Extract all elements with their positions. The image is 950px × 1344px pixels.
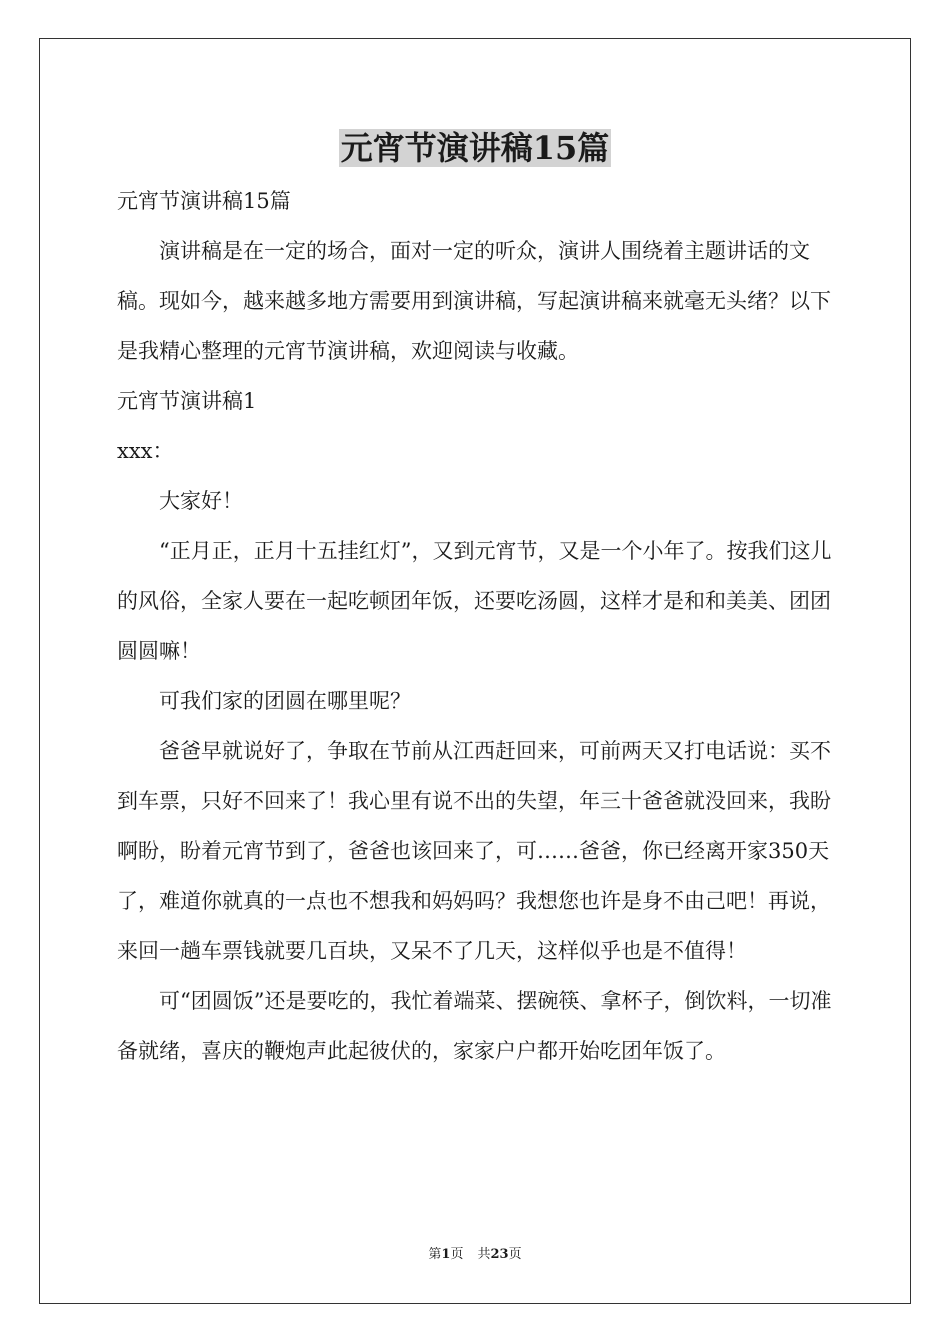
paragraph: “正月正，正月十五挂红灯”，又到元宵节，又是一个小年了。按我们这儿的风俗，全家人要在一起吃顿团年饭，还要吃汤圆，这样才是和和美美、团团圆圆嘛！ [117,539,832,663]
page-footer [0,1246,950,1264]
total-suffix: 页 [508,1247,522,1262]
paragraph: 演讲稿是在一定的场合，面对一定的听众，演讲人围绕着主题讲话的文稿。现如今，越来越多地方需要用到演讲稿，写起演讲稿来就毫无头绪？以下是我精心整理的元宵节演讲稿，欢迎阅读与收藏。 [117,239,831,363]
page-prefix: 第 [428,1247,442,1262]
paragraph: 可“团圆饭”还是要吃的，我忙着端菜、摆碗筷、拿杯子，倒饮料，一切准备就绪，喜庆的鞭炮声此起彼伏的，家家户户都开始吃团年饭了。 [117,989,832,1063]
paragraph: 大家好！ [159,489,243,513]
page-suffix: 页 [450,1247,464,1262]
paragraph: 爸爸早就说好了，争取在节前从江西赶回来，可前两天又打电话说：买不到车票，只好不回来了！我心里有说不出的失望，年三十爸爸就没回来，我盼啊盼，盼着元宵节到了，爸爸也该回来了，可……爸爸，你已经离开家350天了，难道你就真的一点也不想我和妈妈吗？我想您也许是身不由己吧！再说，来回一趟车票钱就要几百块，又呆不了几天，这样似乎也是不值得！ [117,739,831,963]
total-pages: 23 [490,1247,509,1262]
document-title-text: 元宵节演讲稿15篇 [340,129,610,167]
section-heading: 元宵节演讲稿1 [117,389,257,413]
salutation: xxx： [117,439,174,463]
page-number: 1 [441,1247,451,1262]
paragraph: 元宵节演讲稿15篇 [117,189,291,213]
total-prefix: 共 [477,1247,491,1262]
paragraph: 可我们家的团圆在哪里呢？ [159,689,411,713]
document-title [0,126,950,170]
document-body [117,176,841,1076]
